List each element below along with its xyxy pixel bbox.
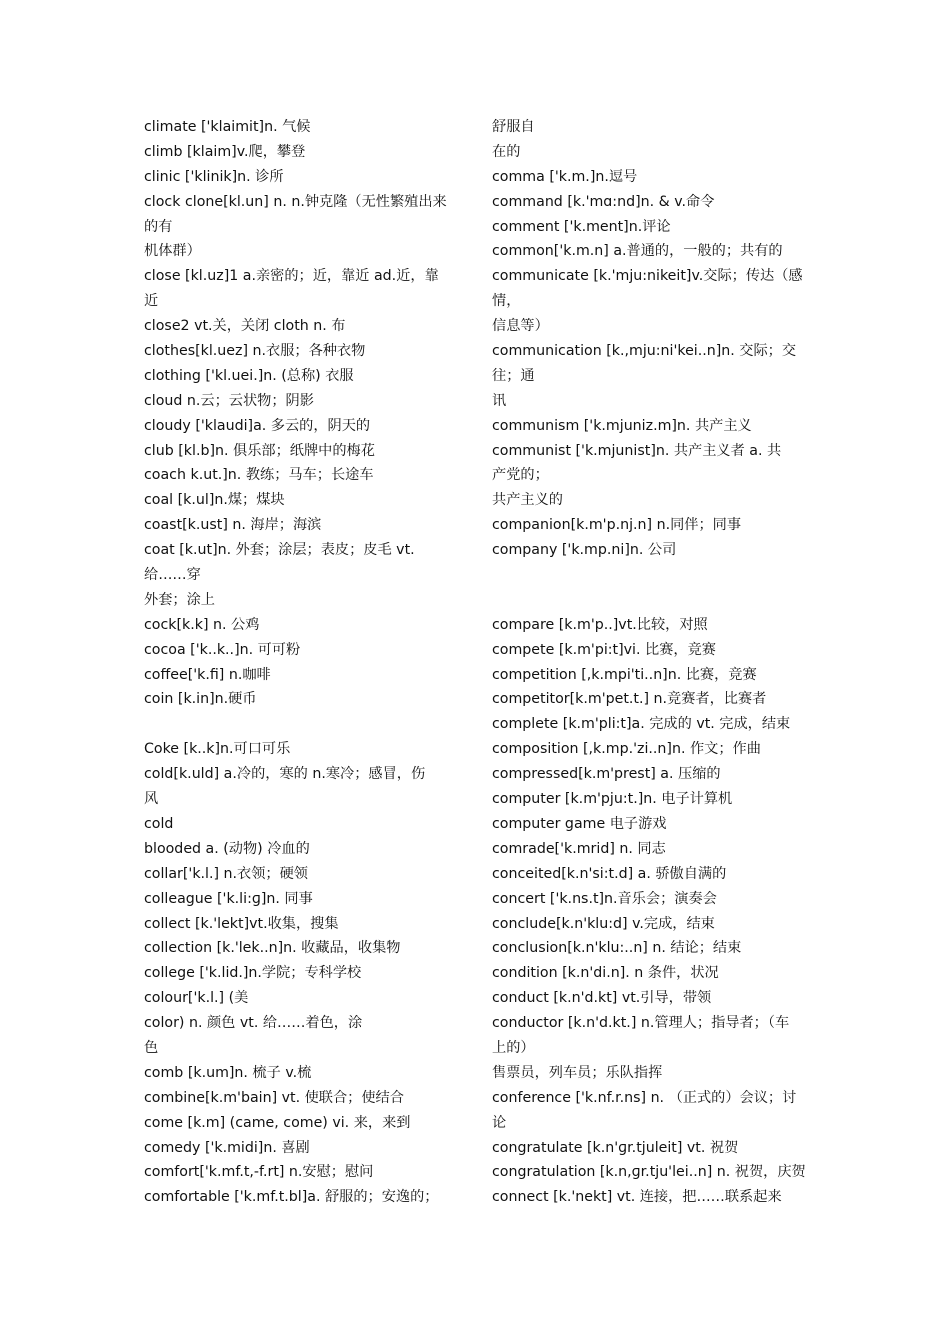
vocab-line: compressed[k.m'prest] a. 压缩的 [492, 766, 721, 783]
vocab-line: coin [k.in]n.硬币 [144, 691, 257, 708]
vocab-line: competitor[k.m'pet.t.] n.竞赛者，比赛者 [492, 691, 767, 708]
vocab-line: cocoa ['k..k..]n. 可可粉 [144, 641, 301, 658]
vocab-line: computer [k.m'pju:t.]n. 电子计算机 [492, 791, 733, 808]
vocab-line [144, 712, 462, 737]
vocab-line: club [kl.b]n. 俱乐部；纸牌中的梅花 [144, 442, 375, 459]
vocab-line: 外套；涂上 [144, 591, 215, 608]
vocab-line: command [k.'mɑ:nd]n. & v.命令 [492, 193, 715, 210]
vocab-line: 情， [492, 293, 521, 310]
vocab-line: 信息等） [492, 318, 549, 335]
vocab-line: 机体群） [144, 243, 201, 260]
vocab-line: conference ['k.nf.r.ns] n. （正式的）会议；讨 [492, 1089, 797, 1106]
vocab-line: congratulation [k.n,ɡr.tju'lei..n] n. 祝贺，庆贺 [492, 1164, 806, 1181]
vocab-line: climate ['klaimit]n. 气候 [144, 119, 311, 135]
vocab-line: conduct [k.n'd.kt] vt.引导，带领 [492, 990, 712, 1007]
vocab-line: color) n. 颜色 vt. 给……着色，涂 [144, 1015, 363, 1032]
vocab-line: college ['k.lid.]n.学院；专科学校 [144, 965, 362, 982]
vocab-line: cloudy ['klaudi]a. 多云的，阴天的 [144, 417, 371, 434]
vocab-line: climb [klaim]v.爬，攀登 [144, 143, 306, 160]
vocab-line: communicate [k.'mju:nikeit]v.交际；传达（感 [492, 268, 803, 285]
vocab-line: close [kl.uz]1 a.亲密的；近，靠近 ad.近，靠 [144, 268, 439, 285]
vocab-line: 售票员，列车员；乐队指挥 [492, 1064, 663, 1081]
vocab-line: clock clone[kl.un] n. n.钟克隆（无性繁殖出来 [144, 193, 447, 210]
vocab-line: conclusion[k.n'klu:..n] n. 结论；结束 [492, 940, 742, 957]
vocab-line: compete [k.m'pi:t]vi. 比赛，竞赛 [492, 641, 716, 658]
vocab-line: 风 [144, 791, 159, 808]
vocab-line: conductor [k.n'd.kt.] n.管理人；指导者；（车 [492, 1015, 790, 1032]
vocab-line: comment ['k.ment]n.评论 [492, 218, 671, 235]
vocab-line: collect [k.'lekt]vt.收集，搜集 [144, 915, 339, 932]
right-column [492, 115, 810, 1210]
vocab-line: Coke [k..k]n.可口可乐 [144, 741, 291, 758]
vocab-line: connect [k.'nekt] vt. 连接，把……联系起来 [492, 1189, 782, 1206]
vocab-line: competition [,k.mpi'ti..n]n. 比赛，竞赛 [492, 666, 757, 683]
vocab-line: come [k.m] (came, come) vi. 来，来到 [144, 1114, 411, 1131]
vocab-line: 舒服自 [492, 119, 535, 135]
vocab-line: 在的 [492, 143, 521, 160]
vocab-line: compare [k.m'p..]vt.比较，对照 [492, 616, 708, 633]
vocab-line: coal [k.ul]n.煤；煤块 [144, 492, 285, 509]
vocab-line [492, 588, 810, 613]
vocab-line: 往；通 [492, 367, 535, 384]
vocab-line: coat [k.ut]n. 外套；涂层；表皮；皮毛 vt. [144, 542, 415, 559]
vocab-line: close2 vt.关，关闭 cloth n. 布 [144, 318, 346, 335]
vocab-line: conclude[k.n'klu:d] v.完成，结束 [492, 915, 715, 932]
vocab-line: comedy ['k.midi]n. 喜剧 [144, 1139, 310, 1156]
vocab-line: comrade['k.mrid] n. 同志 [492, 840, 666, 857]
vocab-line: comma ['k.m.]n.逗号 [492, 168, 638, 185]
vocab-line: computer game 电子游戏 [492, 815, 667, 832]
vocab-line: collection [k.'lek..n]n. 收藏品，收集物 [144, 940, 401, 957]
vocab-line: cock[k.k] n. 公鸡 [144, 616, 260, 633]
vocab-line: clothes[kl.uez] n.衣服；各种衣物 [144, 343, 366, 360]
vocab-line: 论 [492, 1114, 507, 1131]
vocab-line: common['k.m.n] a.普通的，一般的；共有的 [492, 243, 783, 260]
vocab-line: condition [k.n'di.n]. n 条件，状况 [492, 965, 719, 982]
vocab-line: comb [k.um]n. 梳子 v.梳 [144, 1064, 312, 1081]
vocab-line: composition [,k.mp.'zi..n]n. 作文；作曲 [492, 741, 761, 758]
vocab-line: coffee['k.fi] n.咖啡 [144, 666, 271, 683]
vocab-line: 共产主义的 [492, 492, 563, 509]
vocab-line: colour['k.l.] (美 [144, 990, 249, 1007]
vocab-line: 近 [144, 293, 159, 310]
vocab-line: cold [144, 815, 174, 832]
vocab-line: communist ['k.mjunist]n. 共产主义者 a. 共 [492, 442, 782, 459]
vocab-line: collar['k.l.] n.衣领；硬领 [144, 865, 308, 882]
vocab-line: comfort['k.mf.t,-f.rt] n.安慰；慰问 [144, 1164, 374, 1181]
vocab-line: conceited[k.n'si:t.d] a. 骄傲自满的 [492, 865, 727, 882]
vocab-line: cold[k.uld] a.冷的，寒的 n.寒冷；感冒，伤 [144, 766, 426, 783]
vocab-line: concert ['k.ns.t]n.音乐会；演奏会 [492, 890, 717, 907]
vocab-line: company ['k.mp.ni]n. 公司 [492, 542, 677, 559]
left-column [144, 115, 462, 1210]
vocab-line: comfortable ['k.mf.t.bl]a. 舒服的；安逸的； [144, 1189, 439, 1206]
vocab-line: 讯 [492, 392, 507, 409]
vocab-line: complete [k.m'pli:t]a. 完成的 vt. 完成，结束 [492, 716, 791, 733]
vocab-line: coast[k.ust] n. 海岸；海滨 [144, 517, 322, 534]
vocab-line: clinic ['klinik]n. 诊所 [144, 168, 284, 185]
vocab-line: colleague ['k.li:ɡ]n. 同事 [144, 890, 313, 907]
vocab-line: 上的） [492, 1039, 535, 1056]
vocab-line [492, 563, 810, 588]
vocab-line: congratulate [k.n'ɡr.tjuleit] vt. 祝贺 [492, 1139, 739, 1156]
vocab-line: blooded a. (动物) 冷血的 [144, 840, 310, 857]
vocab-line: 的有 [144, 218, 173, 235]
vocab-line: 给……穿 [144, 567, 201, 584]
vocab-line: companion[k.m'p.nj.n] n.同伴；同事 [492, 517, 742, 534]
vocab-line: clothing ['kl.uei.]n. (总称) 衣服 [144, 367, 354, 384]
vocab-line: coach k.ut.]n. 教练；马车；长途车 [144, 467, 374, 484]
vocab-line: 色 [144, 1039, 159, 1056]
vocab-line: 产党的； [492, 467, 549, 484]
vocab-line: communism ['k.mjuniz.m]n. 共产主义 [492, 417, 752, 434]
vocab-line: communication [k.,mju:ni'kei..n]n. 交际；交 [492, 343, 797, 360]
vocab-line: combine[k.m'bain] vt. 使联合；使结合 [144, 1089, 404, 1106]
vocab-line: cloud n.云；云状物；阴影 [144, 392, 314, 409]
